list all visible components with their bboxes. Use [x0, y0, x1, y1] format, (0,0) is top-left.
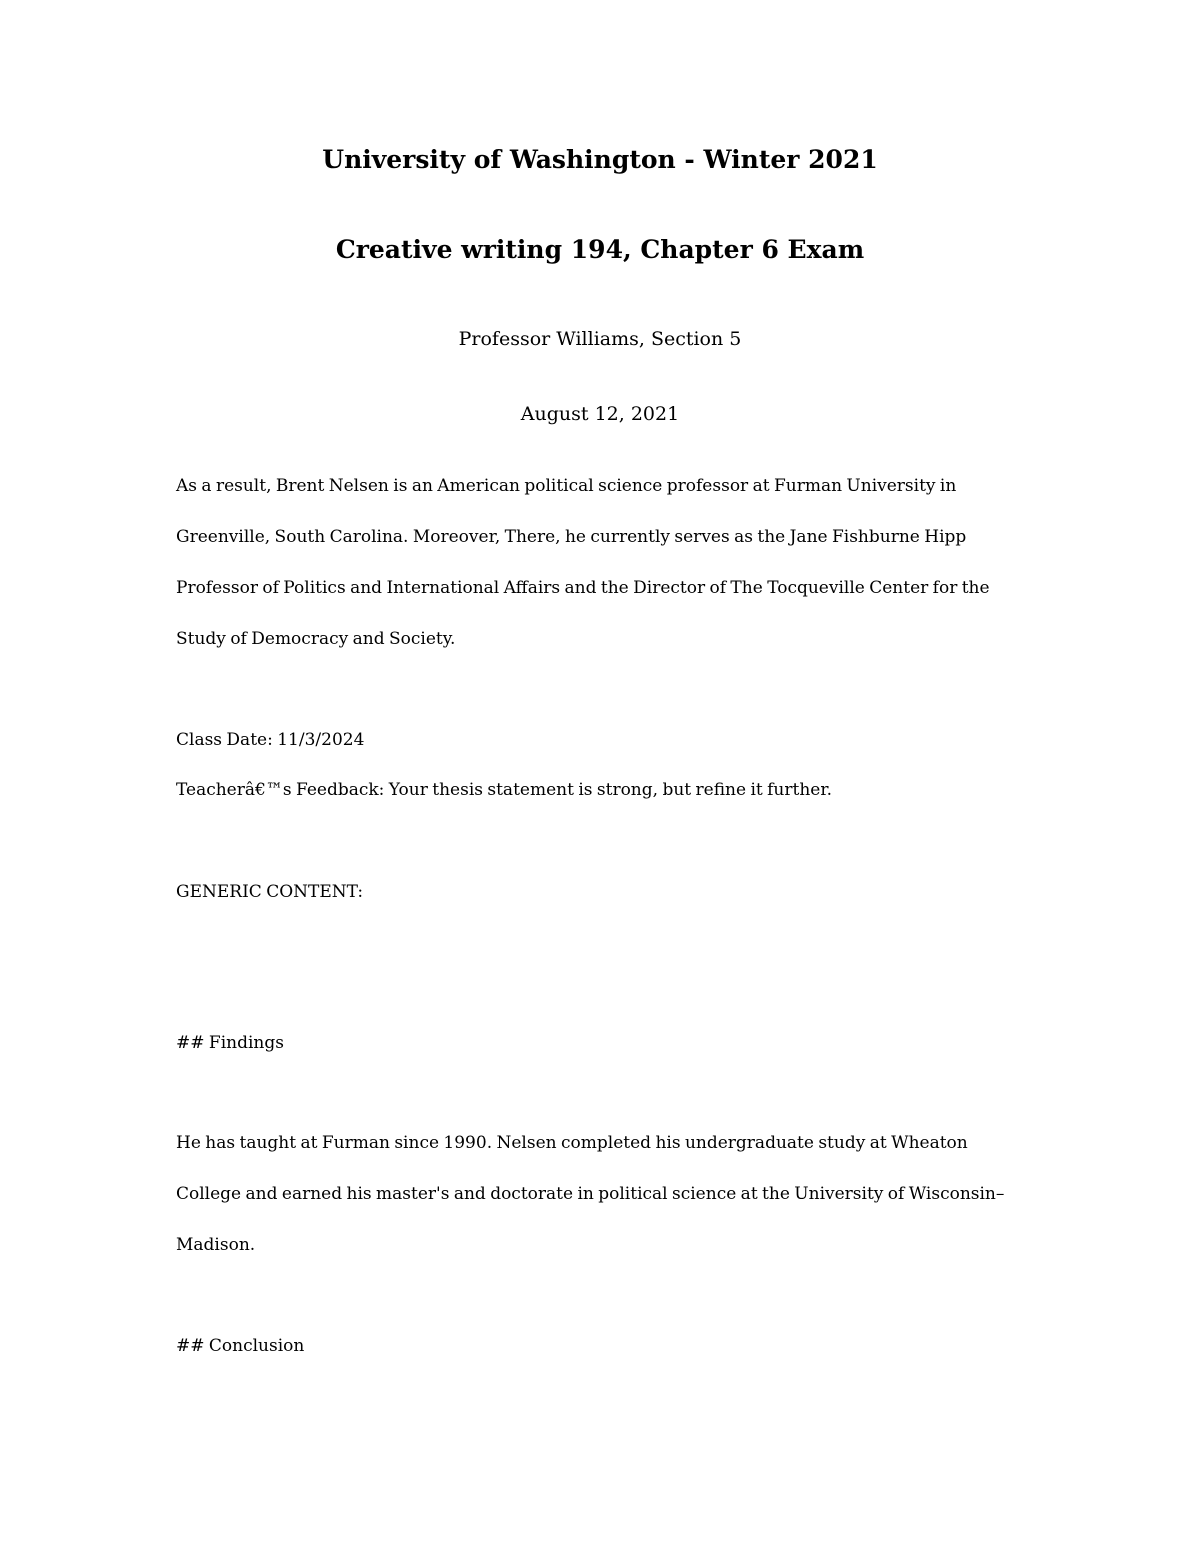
conclusion-heading: ## Conclusion: [176, 1336, 305, 1356]
findings-heading: ## Findings: [176, 1033, 284, 1053]
professor-line: Professor Williams, Section 5: [458, 328, 742, 350]
findings-paragraph: He has taught at Furman since 1990. Nelsen completed his undergraduate study at Wheaton College and earned his master's and doctorate in political science at the University of Wisconsin–Madison.: [176, 1133, 1005, 1255]
document-date: August 12, 2021: [520, 403, 680, 425]
teacher-feedback: Teacherâ€™s Feedback: Your thesis statement is strong, but refine it further.: [176, 780, 832, 800]
university-heading: University of Washington - Winter 2021: [322, 145, 878, 174]
class-date: Class Date: 11/3/2024: [176, 730, 365, 750]
intro-paragraph: As a result, Brent Nelsen is an American political science professor at Furman University in Greenville, South Carolina. Moreover, There, he currently serves as the Jane Fishburne Hipp Professor of Politics and International Affairs and the Director of The Tocqueville Center for the Study of Democracy and Society.: [176, 476, 990, 649]
exam-title: Creative writing 194, Chapter 6 Exam: [335, 235, 865, 264]
generic-content-label: GENERIC CONTENT:: [176, 882, 364, 902]
